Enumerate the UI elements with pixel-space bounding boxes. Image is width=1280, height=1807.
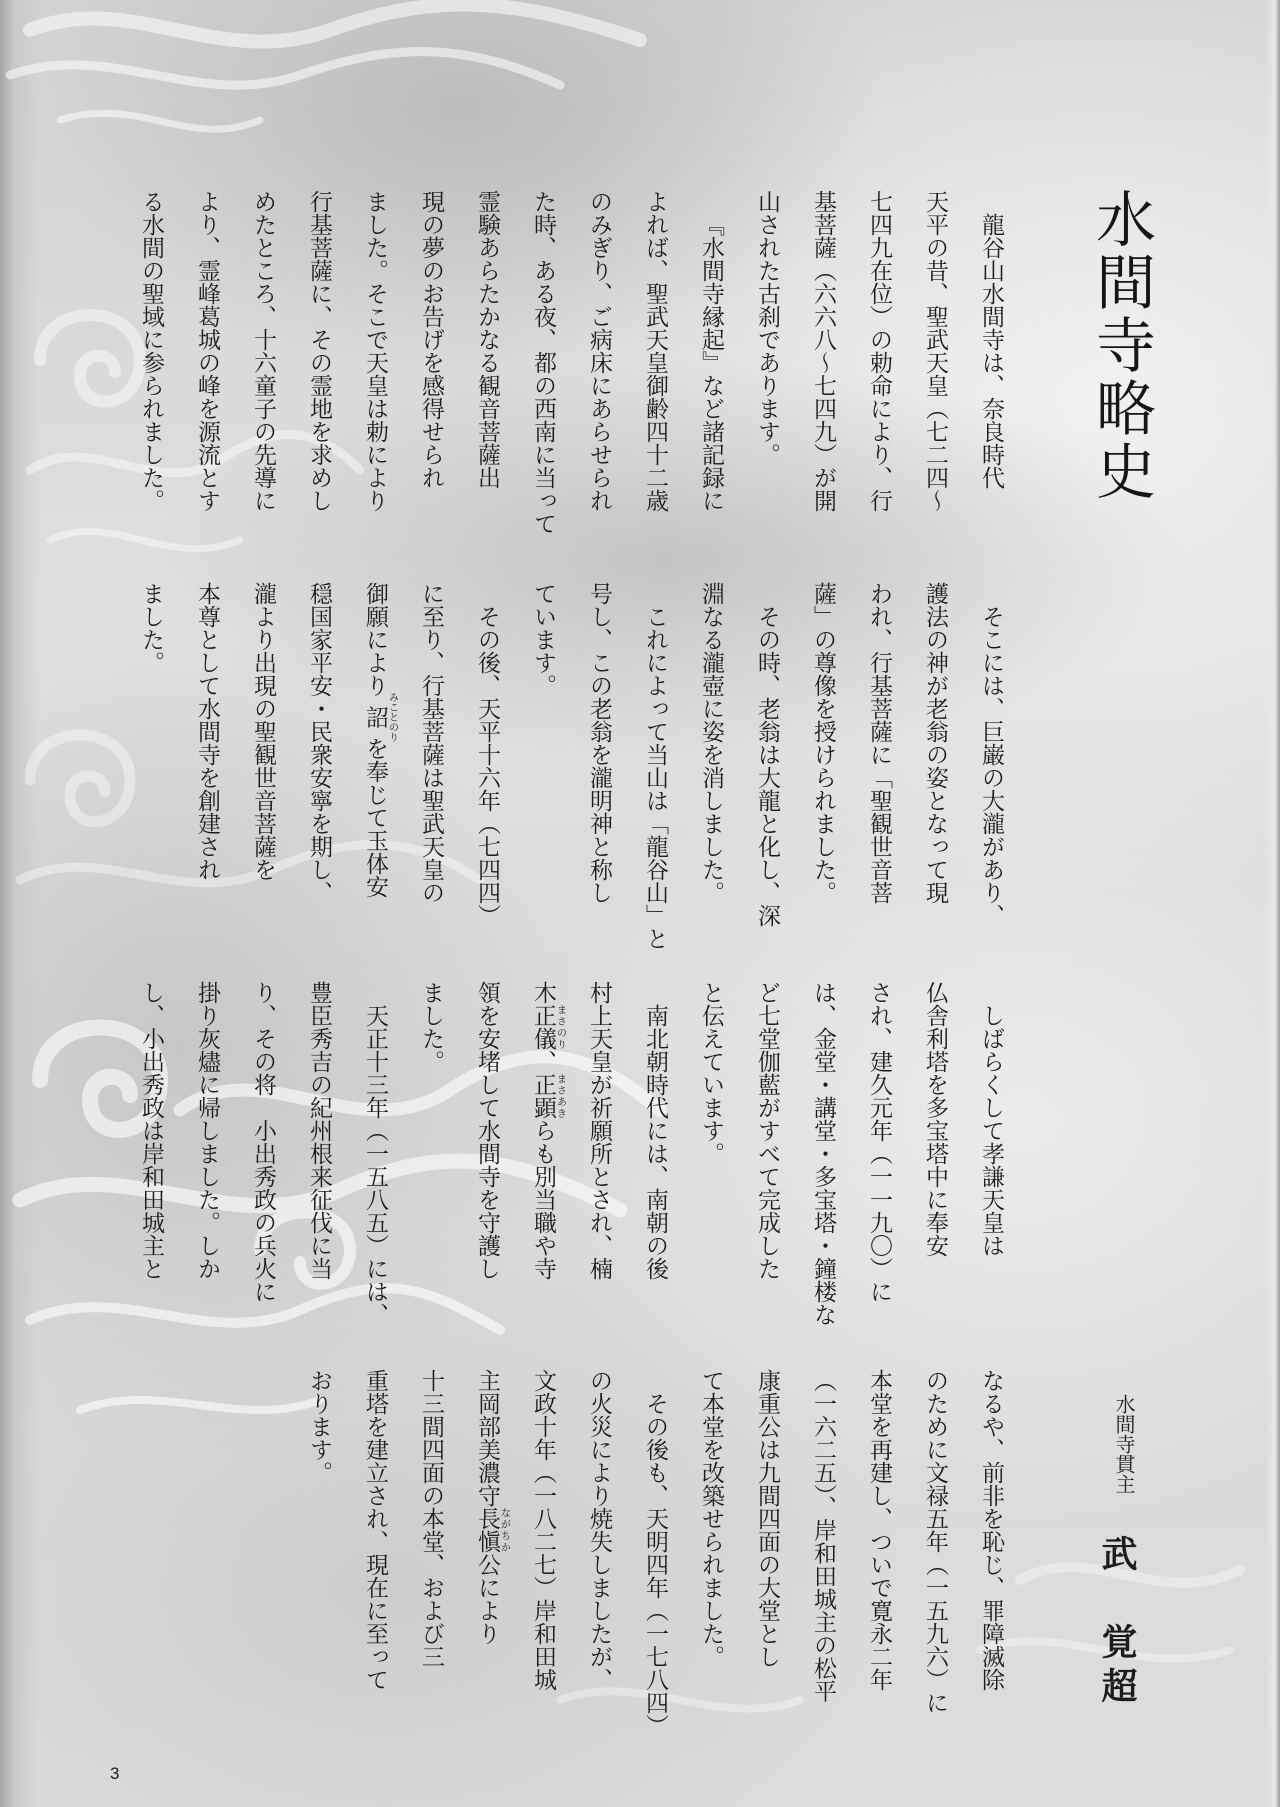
author-position: 水間寺貫主 <box>1112 1394 1136 1494</box>
text-column: 行基菩薩に、その霊地を求めし <box>306 190 332 512</box>
text-column: なるや、前非を恥じ、罪障滅除 <box>978 1369 1004 1691</box>
text-segment: 公により <box>474 1553 500 1645</box>
ruby-annotation <box>530 1073 566 1119</box>
text-column: の火災により焼失しましたが、 <box>586 1369 612 1691</box>
ruby-text: まさのり <box>554 1004 566 1050</box>
ruby-base: 詔 <box>362 692 388 742</box>
text-column: 天平の昔、聖武天皇（七二四〜 <box>922 190 948 512</box>
text-column: り、その将 小出秀政の兵火に <box>250 981 276 1303</box>
text-segment: らも別当職や寺 <box>530 1119 556 1280</box>
text-column: 村上天皇が祈願所とされ、楠 <box>586 981 612 1280</box>
text-column: 『水間寺縁起』など諸記録に <box>698 213 724 512</box>
text-segment: 御願により <box>362 582 388 697</box>
text-column: ど七堂伽藍がすべて完成した <box>754 981 780 1280</box>
text-column: て本堂を改築せられました。 <box>698 1369 724 1668</box>
text-column: 基菩薩（六六八〜七四九）が開 <box>810 190 836 512</box>
text-column: のみぎり、ご病床にあらせられ <box>586 190 612 512</box>
text-column: 領を安堵して水間寺を守護し <box>474 981 500 1280</box>
text-segment: 木 <box>530 981 556 1004</box>
text-column: のために文禄五年（一五九六）に <box>922 1369 948 1714</box>
text-column <box>347 582 403 954</box>
text-column: ています。 <box>530 582 556 697</box>
ruby-base: 正儀 <box>530 1004 556 1050</box>
text-column: しばらくして孝謙天皇は <box>978 1004 1004 1257</box>
text-column: ました。 <box>418 981 444 1073</box>
text-column: ました。 <box>138 582 164 674</box>
text-column: ました。そこで天皇は勅により <box>362 190 388 512</box>
page-number: 3 <box>110 1764 120 1783</box>
ruby-base: 正顕 <box>530 1073 556 1119</box>
text-band-4 <box>291 1369 1019 1741</box>
text-column: よれば、聖武天皇御齢四十二歳 <box>642 190 668 512</box>
ruby-text: まさあき <box>554 1073 566 1119</box>
text-column: 康重公は九間四面の大堂とし <box>754 1369 780 1668</box>
text-band-2 <box>123 582 1019 954</box>
text-column: 七四九在位）の勅命により、行 <box>866 190 892 512</box>
text-band-3 <box>123 981 1019 1353</box>
text-column: た時、ある夜、都の西南に当って <box>530 190 556 535</box>
text-column: 淵なる瀧壺に姿を消しました。 <box>698 582 724 904</box>
page-title: 水間寺略史 <box>1086 188 1156 503</box>
text-column: その後、天平十六年（七四四） <box>474 605 500 927</box>
text-column: 重塔を建立され、現在に至って <box>362 1369 388 1691</box>
text-band-1 <box>123 190 1019 562</box>
text-column: 仏舎利塔を多宝塔中に奉安 <box>922 981 948 1257</box>
text-column: 山された古刹であります。 <box>754 190 780 466</box>
text-column: そこには、巨巌の大瀧があり、 <box>978 605 1004 927</box>
text-column: 穏国家平安・民衆安寧を期し、 <box>306 582 332 904</box>
text-column: は、金堂・講堂・多宝塔・鐘楼な <box>810 981 836 1326</box>
text-column: めたところ、十六童子の先導に <box>250 190 276 512</box>
text-column: 龍谷山水間寺は、奈良時代 <box>978 213 1004 489</box>
text-column: 掛り灰燼に帰しました。しか <box>194 981 220 1280</box>
text-column: 瀧より出現の聖観世音菩薩を <box>250 582 276 881</box>
ruby-text: ながちか <box>498 1507 510 1553</box>
text-column: その後も、天明四年（一七八四） <box>642 1392 668 1737</box>
text-column: われ、行基菩薩に「聖観世音菩 <box>866 582 892 904</box>
text-segment: 、 <box>530 1050 556 1073</box>
text-column: 豊臣秀吉の紀州根来征伐に当 <box>306 981 332 1280</box>
ruby-base: 長愼 <box>474 1507 500 1553</box>
text-column <box>515 981 571 1353</box>
ruby-text: みことのり <box>386 692 398 742</box>
text-column: 薩」の尊像を授けられました。 <box>810 582 836 904</box>
text-column: 十三間四面の本堂、および三 <box>418 1369 444 1668</box>
text-column: 南北朝時代には、南朝の後 <box>642 1004 668 1280</box>
ruby-annotation <box>474 1507 510 1553</box>
text-column: と伝えています。 <box>698 981 724 1165</box>
text-column: より、霊峰葛城の峰を源流とす <box>194 190 220 512</box>
text-column: 文政十年（一八二七）岸和田城 <box>530 1369 556 1691</box>
text-column: に至り、行基菩薩は聖武天皇の <box>418 582 444 904</box>
text-column: その時、老翁は大龍と化し、深 <box>754 605 780 927</box>
text-column: これによって当山は「龍谷山」と <box>642 605 668 950</box>
text-segment: 主岡部美濃守 <box>474 1369 500 1507</box>
text-column: し、小出秀政は岸和田城主と <box>138 981 164 1280</box>
text-column: おります。 <box>306 1369 332 1484</box>
text-column: 本堂を再建し、ついで寛永二年 <box>866 1369 892 1691</box>
text-column: 天正十三年（一五八五）には、 <box>362 1004 388 1326</box>
ruby-annotation <box>362 692 398 742</box>
text-column: 護法の神が老翁の姿となって現 <box>922 582 948 904</box>
text-segment: を奉じて玉体安 <box>362 737 388 898</box>
text-column: る水間の聖域に参られました。 <box>138 190 164 512</box>
text-column: 号し、この老翁を瀧明神と称し <box>586 582 612 904</box>
text-column: され、建久元年（一一九〇）に <box>866 981 892 1303</box>
author-name: 武 覚超 <box>1096 1535 1138 1711</box>
text-column: 現の夢のお告げを感得せられ <box>418 190 444 489</box>
text-column: （一六二五）、岸和田城主の松平 <box>810 1369 836 1703</box>
text-column: 本尊として水間寺を創建され <box>194 582 220 881</box>
ruby-annotation <box>530 1004 566 1050</box>
text-column <box>459 1369 515 1741</box>
text-column: 霊験あらたかなる観音菩薩出 <box>474 190 500 489</box>
